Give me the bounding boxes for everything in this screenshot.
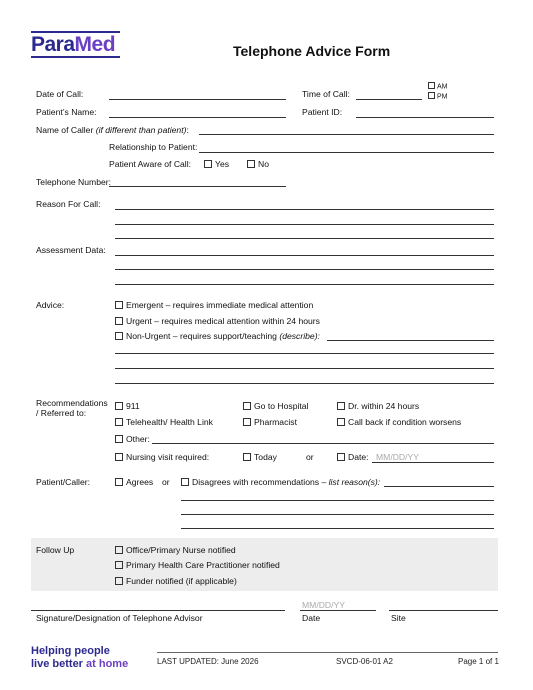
option-911[interactable] <box>115 401 140 411</box>
no-checkbox[interactable] <box>247 160 255 168</box>
office-label: Office/Primary Nurse notified <box>126 545 236 555</box>
page-number: Page 1 of 1 <box>458 657 499 666</box>
pharmacist-label: Pharmacist <box>254 417 297 427</box>
option-go-hospital[interactable] <box>243 401 308 411</box>
signature-label: Signature/Designation of Telephone Advisor <box>36 613 203 623</box>
primary-label: Primary Health Care Practitioner notified <box>126 560 280 570</box>
time-of-call-label: Time of Call: <box>302 89 350 99</box>
option-disagrees[interactable] <box>181 477 380 487</box>
option-funder[interactable] <box>115 576 237 586</box>
non-urgent-label: Non-Urgent – requires support/teaching <box>126 331 277 341</box>
date-label: Date <box>302 613 321 623</box>
telehealth-label: Telehealth/ Health Link <box>126 417 213 427</box>
recommendations-label-2: / Referred to: <box>36 408 87 418</box>
assessment-line-2[interactable] <box>115 269 494 270</box>
emergent-checkbox[interactable] <box>115 301 123 309</box>
reason-label: Reason For Call: <box>36 199 101 209</box>
call-back-checkbox[interactable] <box>337 418 345 426</box>
yes-label: Yes <box>215 159 230 169</box>
site-label: Site <box>391 613 406 623</box>
option-agrees[interactable] <box>115 477 153 487</box>
footer-rule <box>157 652 498 653</box>
paramed-logo: ParaMed <box>31 33 116 56</box>
or-label: or <box>306 452 314 462</box>
relationship-field[interactable] <box>199 152 494 153</box>
list-reasons-label: list reason(s): <box>328 477 381 487</box>
reason-line-1[interactable] <box>115 209 494 210</box>
disagrees-checkbox[interactable] <box>181 478 189 486</box>
reasons-field[interactable] <box>384 486 494 487</box>
advice-line-2[interactable] <box>115 368 494 369</box>
nursing-date-field[interactable] <box>372 462 494 463</box>
telehealth-checkbox[interactable] <box>115 418 123 426</box>
signature-date-placeholder[interactable]: MM/DD/YY <box>302 600 345 610</box>
nursing-checkbox[interactable] <box>115 453 123 461</box>
call-back-label: Call back if condition worsens <box>348 417 462 427</box>
pharmacist-checkbox[interactable] <box>243 418 251 426</box>
disagrees-label: Disagrees with recommendations – <box>192 477 327 487</box>
option-primary[interactable] <box>115 560 280 570</box>
name-of-caller-label: Name of Caller (if different than patient): <box>36 125 189 135</box>
option-call-back[interactable] <box>337 417 461 427</box>
yes-checkbox[interactable] <box>204 160 212 168</box>
patient-id-field[interactable] <box>356 117 494 118</box>
other-checkbox[interactable] <box>115 435 123 443</box>
option-pharmacist[interactable] <box>243 417 297 427</box>
today-checkbox[interactable] <box>243 453 251 461</box>
date-of-call-field[interactable] <box>109 99 286 100</box>
urgent-label: Urgent – requires medical attention within 24 hours <box>126 316 320 326</box>
form-code: SVCD-06-01 A2 <box>336 657 393 666</box>
911-label: 911 <box>126 401 140 411</box>
option-office[interactable] <box>115 545 236 555</box>
nursing-label: Nursing visit required: <box>126 452 210 462</box>
option-today[interactable] <box>243 452 277 462</box>
option-date[interactable] <box>337 452 369 462</box>
patient-aware-no[interactable] <box>247 159 269 169</box>
911-checkbox[interactable] <box>115 402 123 410</box>
reasons-line-3[interactable] <box>181 528 494 529</box>
am-checkbox[interactable] <box>428 82 435 89</box>
patient-caller-label: Patient/Caller: <box>36 477 90 487</box>
no-label: No <box>258 159 269 169</box>
dr-24-checkbox[interactable] <box>337 402 345 410</box>
name-of-caller-field[interactable] <box>199 134 494 135</box>
am-label: AM <box>437 83 448 91</box>
form-title: Telephone Advice Form <box>233 43 391 59</box>
pm-label: PM <box>437 93 448 101</box>
advice-label: Advice: <box>36 300 65 310</box>
patient-id-label: Patient ID: <box>302 107 343 117</box>
advice-line-1[interactable] <box>115 353 494 354</box>
emergent-label: Emergent – requires immediate medical attention <box>126 300 314 310</box>
primary-checkbox[interactable] <box>115 561 123 569</box>
date-of-call-label: Date of Call: <box>36 89 84 99</box>
funder-label: Funder notified (if applicable) <box>126 576 237 586</box>
reasons-line-2[interactable] <box>181 514 494 515</box>
advice-emergent[interactable] <box>115 300 313 310</box>
tagline-line-2: live better at home <box>31 658 129 670</box>
agrees-checkbox[interactable] <box>115 478 123 486</box>
tagline <box>31 645 128 671</box>
date-label: Date: <box>348 452 369 462</box>
urgent-checkbox[interactable] <box>115 317 123 325</box>
agrees-label: Agrees <box>126 477 154 487</box>
telephone-field[interactable] <box>109 186 286 187</box>
funder-checkbox[interactable] <box>115 577 123 585</box>
logo-rule-bottom <box>31 56 120 58</box>
follow-up-label: Follow Up <box>36 545 75 555</box>
option-dr-24[interactable] <box>337 401 419 411</box>
patient-aware-label: Patient Aware of Call: <box>109 159 192 169</box>
non-urgent-checkbox[interactable] <box>115 332 123 340</box>
reasons-line-1[interactable] <box>181 500 494 501</box>
time-of-call-field[interactable] <box>356 99 422 100</box>
relationship-label: Relationship to Patient: <box>109 142 198 152</box>
signature-field[interactable] <box>31 610 285 611</box>
advice-non-urgent[interactable] <box>115 331 320 341</box>
tagline-line-1: Helping people <box>31 645 110 657</box>
option-telehealth[interactable] <box>115 417 213 427</box>
pm-option[interactable] <box>428 92 448 101</box>
go-hospital-checkbox[interactable] <box>243 402 251 410</box>
telephone-label: Telephone Number: <box>36 177 112 187</box>
option-nursing[interactable] <box>115 452 209 462</box>
describe-field[interactable] <box>327 340 494 341</box>
date-checkbox[interactable] <box>337 453 345 461</box>
option-other[interactable] <box>115 434 150 444</box>
recommendations-label-1: Recommendations <box>36 398 108 408</box>
am-option[interactable] <box>428 82 448 91</box>
reason-line-3[interactable] <box>115 238 494 239</box>
go-hospital-label: Go to Hospital <box>254 401 309 411</box>
today-label: Today <box>254 452 277 462</box>
agrees-or-label: or <box>162 477 170 487</box>
office-checkbox[interactable] <box>115 546 123 554</box>
advice-line-3[interactable] <box>115 383 494 384</box>
assessment-line-3[interactable] <box>115 284 494 285</box>
assessment-label: Assessment Data: <box>36 245 106 255</box>
nursing-date-placeholder[interactable]: MM/DD/YY <box>376 452 419 462</box>
patient-name-label: Patient’s Name: <box>36 107 97 117</box>
patient-name-field[interactable] <box>109 117 286 118</box>
patient-aware-yes[interactable] <box>204 159 229 169</box>
pm-checkbox[interactable] <box>428 92 435 99</box>
assessment-line-1[interactable] <box>115 255 494 256</box>
site-field[interactable] <box>389 610 498 611</box>
other-field[interactable] <box>152 443 494 444</box>
reason-line-2[interactable] <box>115 224 494 225</box>
dr-24-label: Dr. within 24 hours <box>348 401 420 411</box>
last-updated: LAST UPDATED: June 2026 <box>157 657 259 666</box>
signature-date-field[interactable] <box>300 610 376 611</box>
advice-urgent[interactable] <box>115 316 320 326</box>
describe-label: (describe): <box>279 331 320 341</box>
other-label: Other: <box>126 434 150 444</box>
